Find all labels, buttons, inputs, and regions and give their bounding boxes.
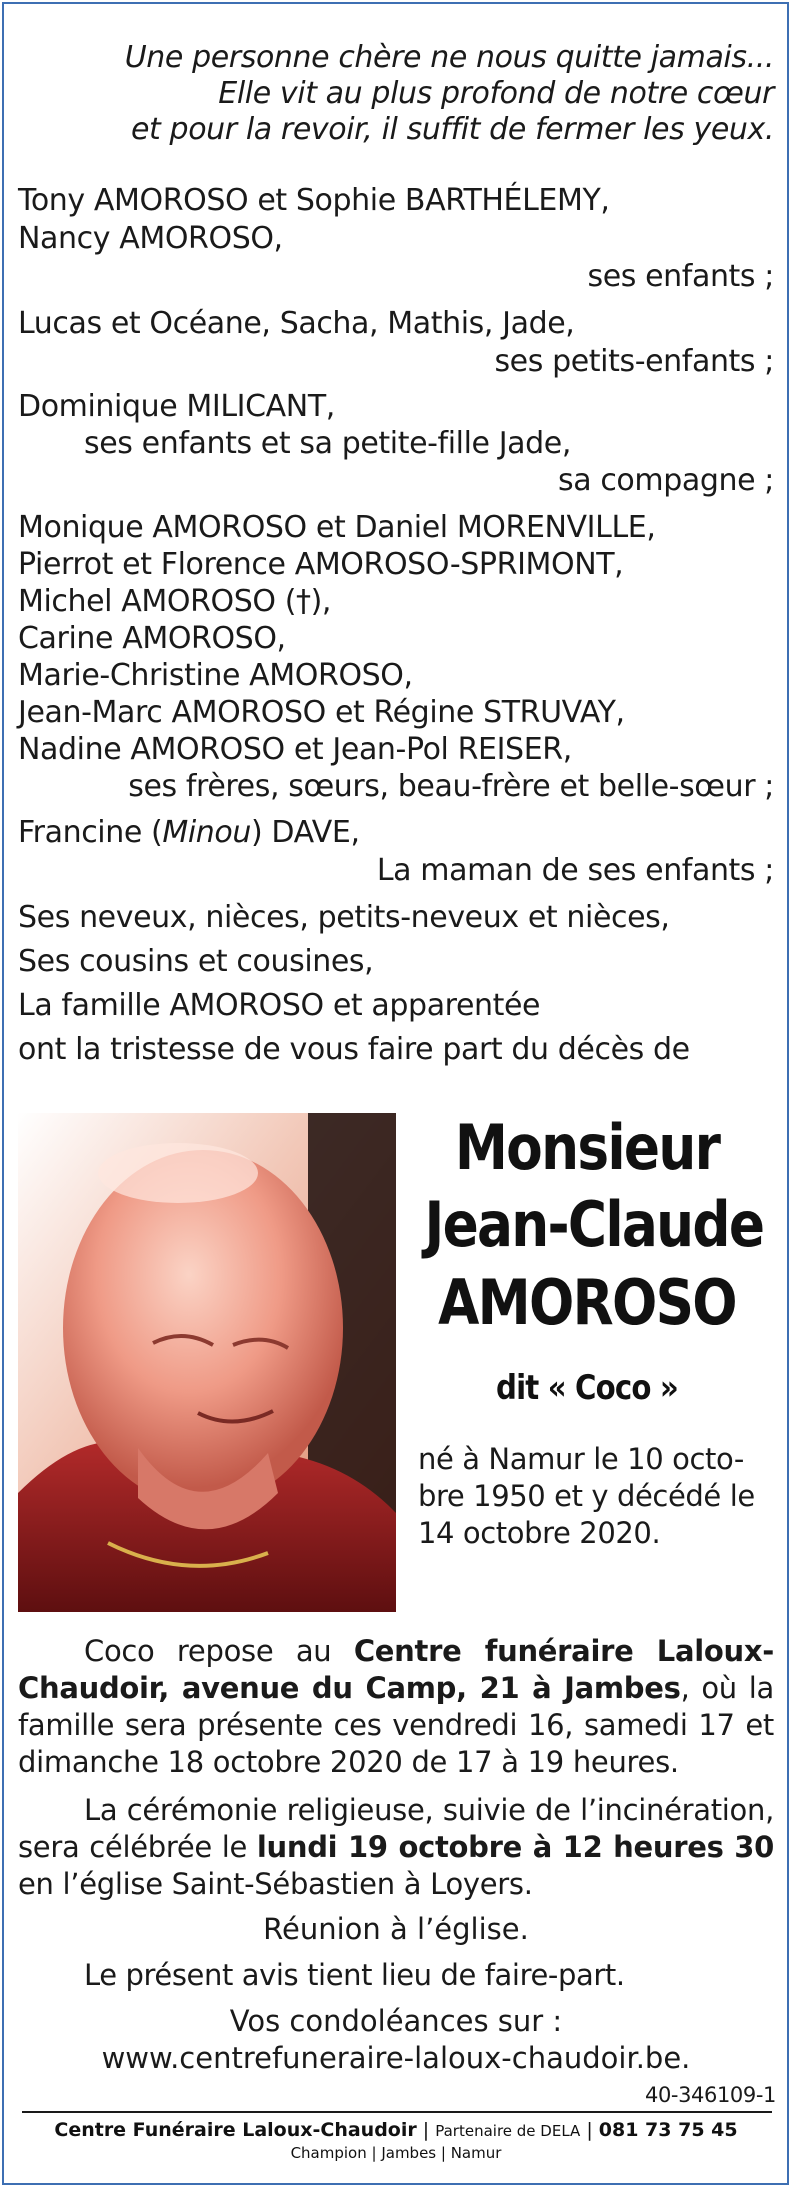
quote-line-3: et pour la revoir, il suffit de fermer les yeux. [131,112,774,147]
sibling-line-7: Nadine AMOROSO et Jean-Pol REISER, [18,732,572,767]
quote-line-1: Une personne chère ne nous quitte jamais... [124,40,774,75]
condolences-website[interactable]: www.centrefuneraire-laloux-chaudoir.be. [101,2041,691,2075]
mother-line [18,815,360,851]
sibling-line-2: Pierrot et Florence AMOROSO-SPRIMONT, [18,547,624,582]
reference-number: 40-346109-1 [644,2083,776,2107]
portrait-photo [18,1113,396,1612]
grandchildren-role: ses petits-enfants ; [494,344,774,379]
mother-role: La maman de ses enfants ; [376,853,774,888]
ceremony-intro: La cérémonie religieuse, suivie de l’incinération, sera célébrée le [18,1793,774,1864]
notice-line: Le présent avis tient lieu de faire-part. [84,1958,625,1992]
birth-line-2: bre 1950 et y décédé le [418,1479,755,1513]
funeral-center-address: Centre funéraire Laloux-Chaudoir, avenue du Camp, 21 à Jambes [18,1634,774,1705]
cousins-line: Ses cousins et cousines, [18,944,374,979]
children-role: ses enfants ; [587,259,774,294]
repose-intro: Coco repose au [84,1634,354,1668]
portrait-illustration [18,1113,396,1612]
deceased-title: Monsieur [454,1111,720,1184]
repose-hours: , où la famille sera présente ces vendredi 16, samedi 17 et dimanche 18 octobre 2020 de 17 à 19 heures. [18,1671,774,1779]
sibling-line-4: Carine AMOROSO, [18,621,286,656]
footer-company: Centre Funéraire Laloux-Chaudoir [54,2119,417,2141]
partner-line: Dominique MILICANT, [18,389,335,424]
footer-phone[interactable]: 081 73 75 45 [598,2119,738,2141]
family-line: La famille AMOROSO et apparentée [18,988,541,1023]
ceremony-datetime: lundi 19 octobre à 12 heures 30 [256,1830,774,1864]
ceremony-place: en l’église Saint-Sébastien à Loyers. [18,1867,533,1901]
sibling-line-1: Monique AMOROSO et Daniel MORENVILLE, [18,510,656,545]
children-line-2: Nancy AMOROSO, [18,221,283,256]
sibling-line-3: Michel AMOROSO (†), [18,584,332,619]
ceremony-paragraph [18,1792,774,1903]
birth-line-3: 14 octobre 2020. [418,1516,661,1550]
nephews-line: Ses neveux, nièces, petits-neveux et nièces, [18,900,670,935]
birth-line-1: né à Namur le 10 octo- [418,1442,744,1476]
reunion-line: Réunion à l’église. [263,1912,529,1946]
footer-divider [22,2111,772,2113]
footer-locations: Champion | Jambes | Namur [290,2144,502,2162]
mother-suffix: ) DAVE, [250,815,360,850]
footer-main [18,2118,774,2143]
mother-nickname: Minou [162,815,251,850]
announce-line: ont la tristesse de vous faire part du décès de [18,1032,690,1067]
siblings-role: ses frères, sœurs, beau-frère et belle-sœur ; [128,769,774,804]
footer-sep-1: | [416,2119,436,2141]
deceased-last-name: AMOROSO [438,1266,736,1339]
partner-role: sa compagne ; [557,463,774,498]
children-line-1: Tony AMOROSO et Sophie BARTHÉLEMY, [18,183,610,218]
footer-partner: Partenaire de DELA [435,2122,581,2140]
deceased-first-name: Jean-Claude [424,1188,764,1261]
footer-sep-2: | [580,2119,599,2141]
sibling-line-5: Marie-Christine AMOROSO, [18,658,413,693]
condolences-label: Vos condoléances sur : [229,2004,563,2038]
repose-paragraph [18,1633,774,1781]
grandchildren-line: Lucas et Océane, Sacha, Mathis, Jade, [18,306,575,341]
sibling-line-6: Jean-Marc AMOROSO et Régine STRUVAY, [18,695,625,730]
deceased-nickname: dit « Coco » [496,1368,678,1408]
quote-line-2: Elle vit au plus profond de notre cœur [218,76,774,111]
mother-prefix: Francine ( [18,815,163,850]
partner-sub: ses enfants et sa petite-fille Jade, [84,426,571,461]
